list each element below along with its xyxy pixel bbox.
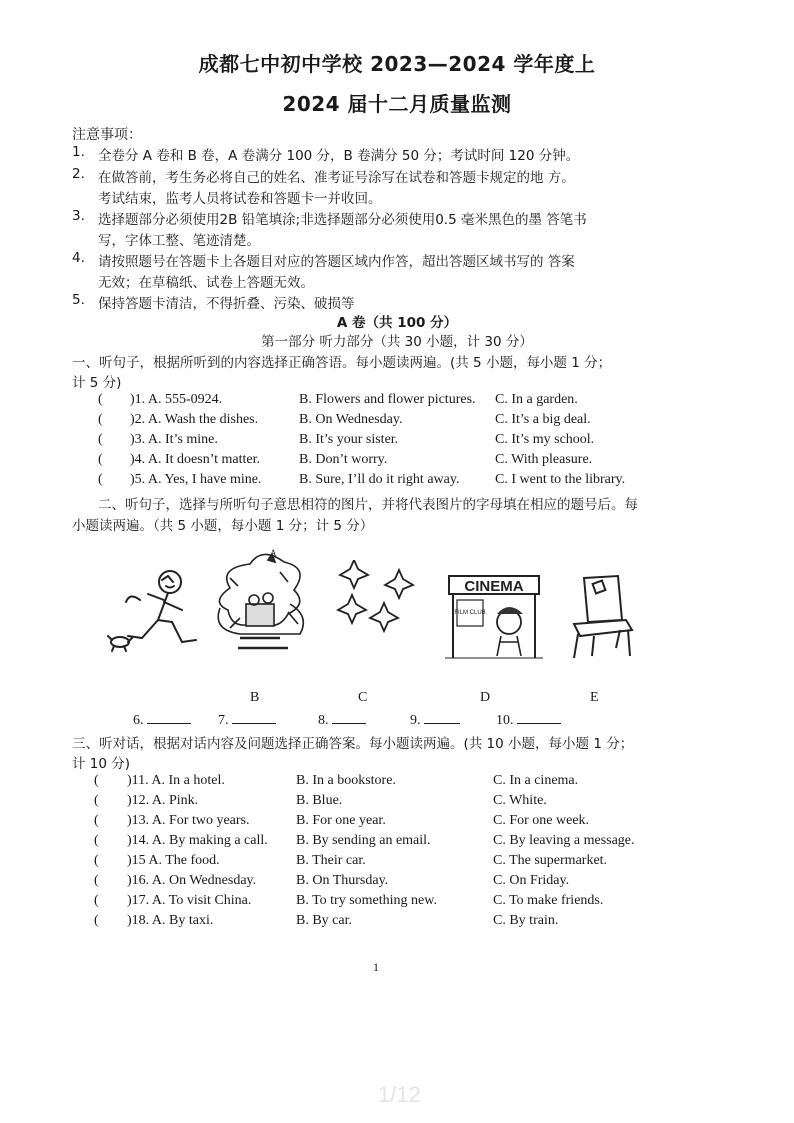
option-a: )4. A. It doesn’t matter.: [130, 452, 260, 467]
notice-line: 保持答题卡清洁，不得折叠、污染、破损等: [98, 296, 355, 312]
option-c: C. With pleasure.: [495, 452, 593, 467]
option-a: )15 A. The food.: [127, 853, 220, 868]
notice-line: 无效；在草稿纸、试卷上答题无效。: [98, 275, 314, 291]
answer-blank[interactable]: 6.: [133, 711, 191, 729]
answer-paren[interactable]: (: [94, 893, 99, 908]
option-b: B. Blue.: [296, 793, 343, 808]
answer-paren[interactable]: (: [94, 853, 99, 868]
answer-paren[interactable]: (: [98, 472, 103, 487]
answer-paren[interactable]: (: [98, 412, 103, 427]
option-a: )13. A. For two years.: [127, 813, 250, 828]
notice-line: 考试结束，监考人员将试卷和答题卡一并收回。: [98, 191, 382, 207]
exam-title-line2: 2024 届十二月质量监测: [282, 92, 512, 116]
section2-instruction: 小题读两遍。（共 5 小题，每小题 1 分；计 5 分）: [72, 518, 374, 534]
picture-label: E: [590, 690, 599, 705]
notice-line: 请按照题号在答题卡上各题目对应的答题区域内作答，超出答题区域书写的 答案: [98, 254, 575, 270]
option-a: )2. A. Wash the dishes.: [130, 412, 259, 427]
answer-paren[interactable]: (: [94, 793, 99, 808]
option-c: C. White.: [493, 793, 547, 808]
notice-number: 2.: [72, 166, 85, 182]
option-b: B. By car.: [296, 913, 352, 928]
option-a: )14. A. By making a call.: [127, 833, 268, 848]
answer-blank[interactable]: 10.: [496, 711, 561, 729]
picture-e-chair: [566, 568, 636, 668]
option-c: C. In a garden.: [495, 392, 578, 407]
answer-blank[interactable]: 8.: [318, 711, 366, 729]
answer-paren[interactable]: (: [94, 833, 99, 848]
picture-label: A: [270, 548, 277, 558]
picture-label: C: [358, 690, 368, 705]
notice-line: 在做答前，考生务必将自己的姓名、准考证号涂写在试卷和答题卡规定的地 方。: [98, 170, 575, 186]
option-b: B. To try something new.: [296, 893, 437, 908]
option-c: C. By train.: [493, 913, 559, 928]
picture-c-sparkles: [330, 560, 425, 640]
option-b: B. On Thursday.: [296, 873, 389, 888]
option-b: B. In a bookstore.: [296, 773, 396, 788]
answer-paren[interactable]: (: [94, 773, 99, 788]
part-one-heading: 第一部分 听力部分（共 30 小题，计 30 分）: [261, 334, 533, 350]
option-c: C. To make friends.: [493, 893, 604, 908]
paper-a-heading: A 卷（共 100 分）: [336, 315, 458, 331]
option-c: C. By leaving a message.: [493, 833, 635, 848]
section2-instruction: 二、听句子，选择与所听句子意思相符的图片，并将代表图片的字母填在相应的题号后。每: [98, 497, 638, 513]
section1-instruction: 计 5 分): [72, 375, 122, 391]
picture-label: B: [250, 690, 260, 705]
answer-blank[interactable]: 7.: [218, 711, 276, 729]
option-a: )5. A. Yes, I have mine.: [130, 472, 262, 487]
answer-paren[interactable]: (: [94, 913, 99, 928]
notice-number: 1.: [72, 144, 85, 160]
exam-title-line1: 成都七中初中学校 2023—2024 学年度上: [198, 52, 596, 76]
option-c: C. It’s my school.: [495, 432, 595, 447]
notice-line: 全卷分 A 卷和 B 卷，A 卷满分 100 分，B 卷满分 50 分；考试时间 120 分钟。: [98, 148, 580, 164]
picture-a-running-man: [100, 560, 210, 660]
option-b: B. By sending an email.: [296, 833, 431, 848]
notice-line: 写，字体工整、笔迹清楚。: [98, 233, 260, 249]
picture-label: D: [480, 690, 491, 705]
option-c: C. For one week.: [493, 813, 590, 828]
picture-b-tree-people: [210, 548, 310, 663]
option-a: )18. A. By taxi.: [127, 913, 214, 928]
answer-paren[interactable]: (: [94, 813, 99, 828]
option-b: B. For one year.: [296, 813, 386, 828]
option-a: )16. A. On Wednesday.: [127, 873, 257, 888]
section3-instruction: 三、听对话，根据对话内容及问题选择正确答案。每小题读两遍。(共 10 小题，每小题 1 分；: [72, 736, 634, 752]
option-b: B. Their car.: [296, 853, 366, 868]
section1-instruction: 一、听句子，根据所听到的内容选择正确答语。每小题读两遍。(共 5 小题，每小题 1 分；: [72, 355, 612, 371]
option-a: )11. A. In a hotel.: [127, 773, 225, 788]
option-a: )17. A. To visit China.: [127, 893, 252, 908]
option-c: C. In a cinema.: [493, 773, 579, 788]
section3-instruction: 计 10 分): [72, 756, 131, 772]
option-a: )1. A. 555-0924.: [130, 392, 223, 407]
option-b: B. Sure, I’ll do it right away.: [299, 472, 460, 487]
answer-paren[interactable]: (: [98, 432, 103, 447]
option-c: C. On Friday.: [493, 873, 570, 888]
option-b: B. It’s your sister.: [299, 432, 399, 447]
answer-paren[interactable]: (: [98, 452, 103, 467]
answer-paren[interactable]: (: [98, 392, 103, 407]
option-a: )12. A. Pink.: [127, 793, 199, 808]
option-c: C. The supermarket.: [493, 853, 608, 868]
notice-number: 5.: [72, 292, 85, 308]
page-number: 1: [373, 960, 379, 974]
film-club-sign: FILM CLUB: [454, 610, 486, 616]
picture-d-cinema: [445, 572, 545, 662]
option-c: C. I went to the library.: [495, 472, 626, 487]
notice-number: 3.: [72, 208, 85, 224]
option-b: B. On Wednesday.: [299, 412, 403, 427]
notice-header: 注意事项：: [72, 127, 142, 143]
option-b: B. Don’t worry.: [299, 452, 388, 467]
option-c: C. It’s a big deal.: [495, 412, 591, 427]
option-a: )3. A. It’s mine.: [130, 432, 218, 447]
answer-blank[interactable]: 9.: [410, 711, 460, 729]
notice-number: 4.: [72, 250, 85, 266]
answer-paren[interactable]: (: [94, 873, 99, 888]
page-counter: 1/12: [378, 1082, 421, 1107]
notice-line: 选择题部分必须使用2B 铅笔填涂;非选择题部分必须使用0.5 毫米黑色的墨 答笔书: [98, 212, 587, 228]
cinema-sign: CINEMA: [464, 578, 524, 595]
option-b: B. Flowers and flower pictures.: [299, 392, 476, 407]
